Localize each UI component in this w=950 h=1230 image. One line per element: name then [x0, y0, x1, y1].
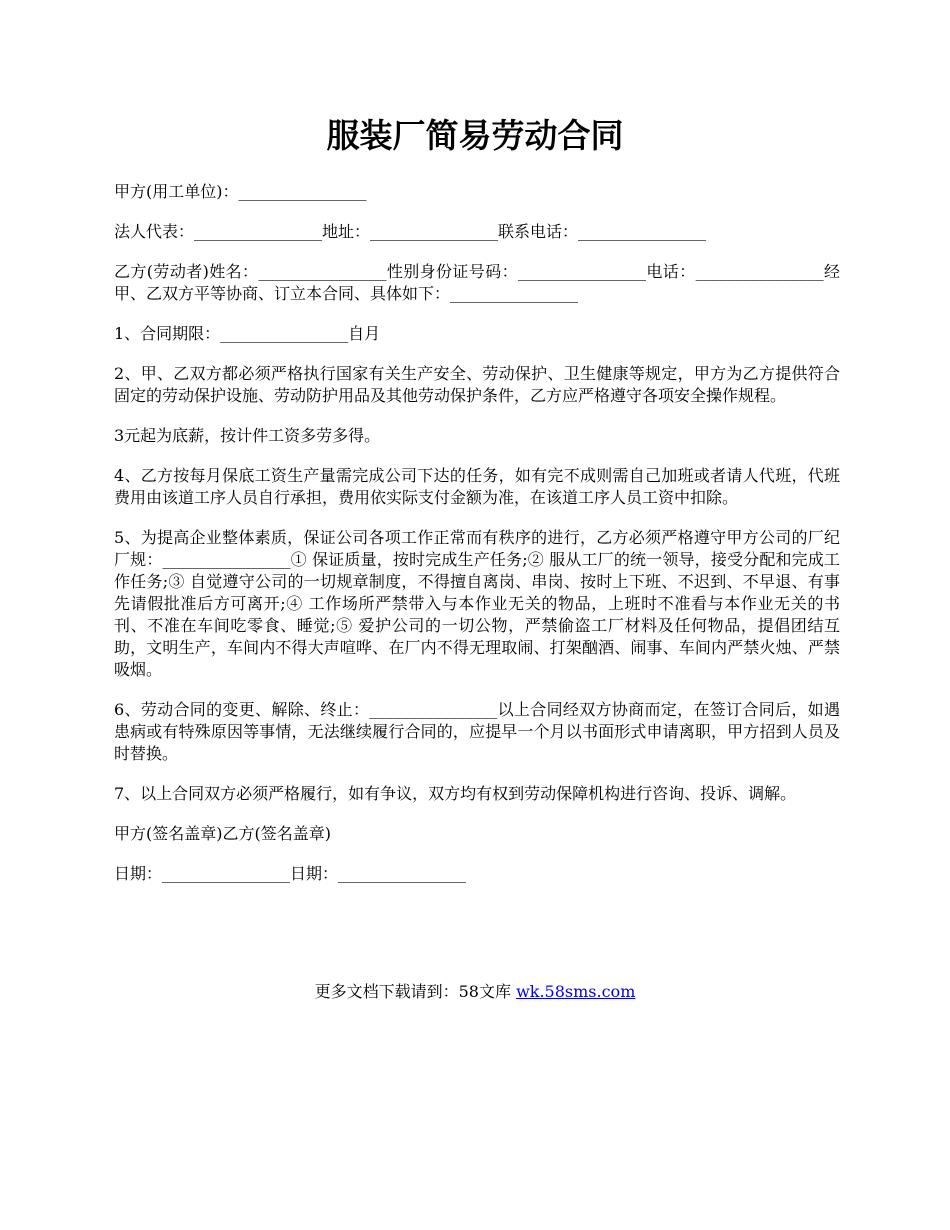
- clause-6: 6、劳动合同的变更、解除、终止：________________以上合同经双方协商而定，在签订合同后，如遇患病或有特殊原因等事情，无法继续履行合同的，应提早一个月以书面形式申请离职，甲方招到人员及时替换。: [114, 700, 840, 763]
- footer-link[interactable]: wk.58sms.com: [516, 982, 636, 1001]
- legal-rep-line: 法人代表：________________地址：________________联系电话：________________: [114, 222, 707, 241]
- clause-1: 1、合同期限：________________自月: [114, 324, 381, 343]
- clause-3: 3元起为底薪，按计件工资多劳多得。: [114, 426, 381, 445]
- footer: [0, 981, 950, 1003]
- clause-4: 4、乙方按每月保底工资生产量需完成公司下达的任务，如有完不成则需自己加班或者请人代班，代班费用由该道工序人员自行承担，费用依实际支付金额为准，在该道工序人员工资中扣除。: [114, 466, 840, 507]
- clause-5: 5、为提高企业整体素质，保证公司各项工作正常而有秩序的进行，乙方必须严格遵守甲方公司的厂纪厂规：________________① 保证质量，按时完成生产任务;② 服从工厂的统一领导，接受分配和完成工作任务;③ 自觉遵守公司的一切规章制度，不得擅自离岗、串岗、按时上下班、不迟到、不早退、有事先请假批准后方可离开;④ 工作场所严禁带入与本作业无关的物品，上班时不准看与本作业无关的书刊、不准在车间吃零食、睡觉;⑤ 爱护公司的一切公物，严禁偷盗工厂材料及任何物品，提倡团结互助，文明生产，车间内不得大声喧哗、在厂内不得无理取闹、打架酗酒、闹事、车间内严禁火烛、严禁吸烟。: [114, 528, 840, 679]
- signature-line: 甲方(签名盖章)乙方(签名盖章): [114, 824, 331, 843]
- document-body: [114, 181, 840, 903]
- footer-text: 更多文档下载请到：58文库: [314, 982, 517, 1001]
- party-a-line: 甲方(用工单位)：________________: [114, 182, 367, 201]
- clause-7: 7、以上合同双方必须严格履行，如有争议，双方均有权到劳动保障机构进行咨询、投诉、调解。: [114, 784, 797, 803]
- date-line: 日期：________________日期：________________: [114, 864, 467, 883]
- clause-2: 2、甲、乙双方都必须严格执行国家有关生产安全、劳动保护、卫生健康等规定，甲方为乙方提供符合固定的劳动保护设施、劳动防护用品及其他劳动保护条件，乙方应严格遵守各项安全操作规程。: [114, 364, 840, 405]
- party-b-line: 乙方(劳动者)姓名：________________性别身份证号码：________________电话：________________经甲、乙双方平等协商、订立本合同、具体如下：________________: [114, 262, 840, 303]
- document-title: 服装厂简易劳动合同: [326, 116, 624, 155]
